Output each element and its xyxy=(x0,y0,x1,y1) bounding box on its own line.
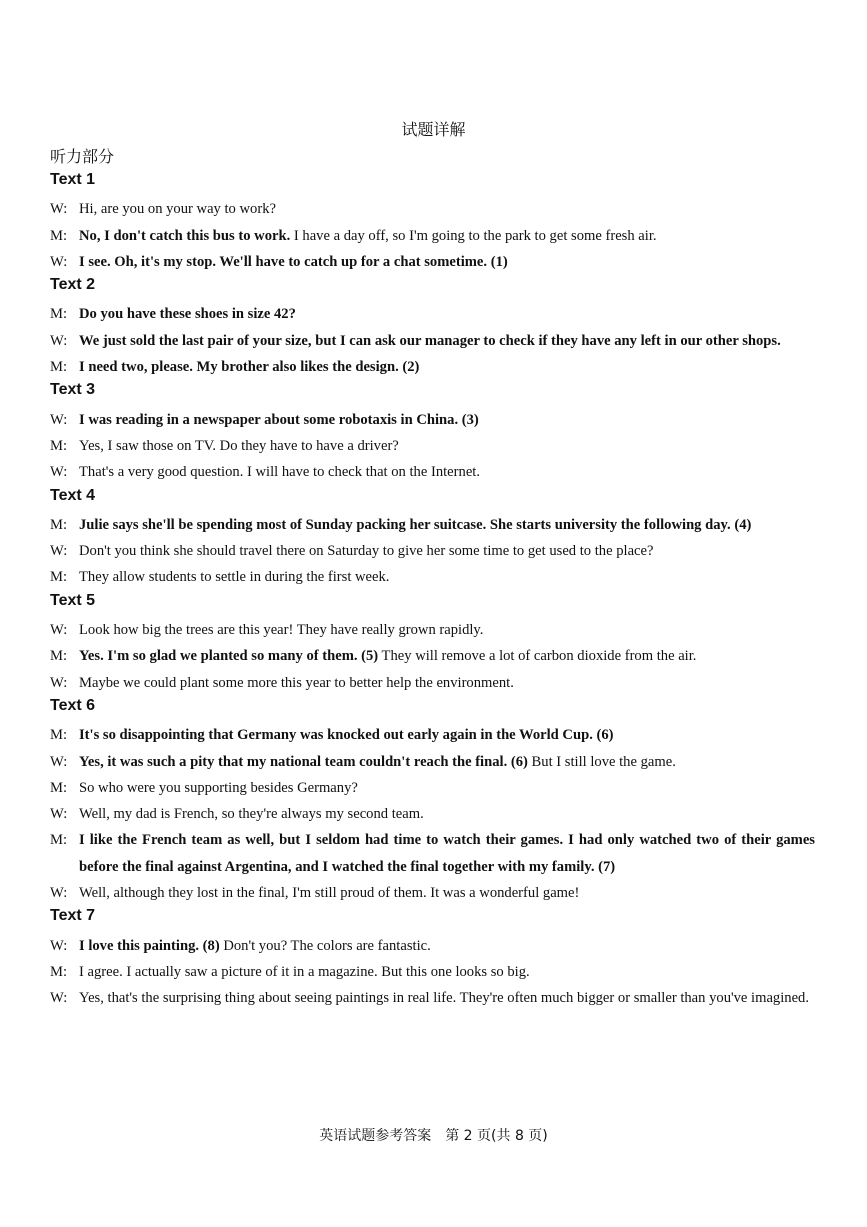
speech-text xyxy=(79,801,815,827)
answer-key-sentence: No, I don't catch this bus to work. xyxy=(79,227,291,244)
speaker-label: W: xyxy=(50,464,68,481)
speaker-label: M: xyxy=(50,359,68,376)
answer-key-sentence: Yes, it was such a pity that my national team couldn't reach the final. (6) xyxy=(79,753,528,770)
answer-key-sentence: I like the French team as well, but I seldom had time to watch their games. I had only watched two of their games before the final against Argentina, and I watched the final together with my family. (7) xyxy=(79,832,815,875)
text-heading: Text 5 xyxy=(50,591,96,609)
speech-text xyxy=(79,196,815,222)
speaker-label: M: xyxy=(50,963,68,980)
dialogue-line xyxy=(50,880,815,906)
answer-key-sentence: We just sold the last pair of your size, but I can ask our manager to check if they have any left in our other shops. xyxy=(79,332,781,349)
dialogue-content xyxy=(0,170,867,1012)
dialogue-line xyxy=(50,564,815,590)
answer-key-sentence: I need two, please. My brother also likes the design. (2) xyxy=(79,359,420,376)
text-heading: Text 1 xyxy=(50,171,96,188)
answer-key-sentence: Yes. I'm so glad we planted so many of them. (5) xyxy=(79,648,379,665)
speaker-label: W: xyxy=(50,411,68,428)
dialogue-line xyxy=(50,722,815,748)
dialogue-line xyxy=(50,433,815,459)
speech-text xyxy=(79,643,815,669)
speech-segment: Maybe we could plant some more this year to better help the environment. xyxy=(79,674,514,691)
dialogue-line xyxy=(50,775,815,801)
speaker-label: M: xyxy=(50,437,68,454)
speaker-label: M: xyxy=(50,516,68,533)
dialogue-line xyxy=(50,985,815,1011)
speech-text xyxy=(79,722,815,748)
answer-key-sentence: It's so disappointing that Germany was knocked out early again in the World Cup. (6) xyxy=(79,727,614,744)
dialogue-line xyxy=(50,617,815,643)
speech-segment: They allow students to settle in during the first week. xyxy=(79,569,390,586)
speech-text xyxy=(79,959,815,985)
speech-segment: But I still love the game. xyxy=(527,753,676,770)
speech-text xyxy=(79,933,815,959)
speech-segment: Hi, are you on your way to work? xyxy=(79,201,276,218)
speech-text xyxy=(79,512,815,538)
speech-segment: Well, my dad is French, so they're always my second team. xyxy=(79,806,424,823)
speech-segment: Look how big the trees are this year! They have really grown rapidly. xyxy=(79,622,484,639)
speech-segment: Don't you think she should travel there on Saturday to give her some time to get used to the place? xyxy=(79,543,654,560)
speech-text xyxy=(79,459,815,485)
dialogue-line xyxy=(50,512,815,538)
speech-text xyxy=(79,328,815,354)
dialogue-line xyxy=(50,827,815,880)
answer-key-sentence: Do you have these shoes in size 42? xyxy=(79,306,296,323)
dialogue-line xyxy=(50,670,815,696)
speech-segment: I have a day off, so I'm going to the park to get some fresh air. xyxy=(290,227,657,244)
speech-segment: That's a very good question. I will have to check that on the Internet. xyxy=(79,464,481,481)
speech-segment: Well, although they lost in the final, I'm still proud of them. It was a wonderful game! xyxy=(79,885,580,902)
speech-text xyxy=(79,354,815,380)
speaker-label: W: xyxy=(50,885,68,902)
page-footer: 英语试题参考答案 第 2 页(共 8 页) xyxy=(319,1128,548,1144)
speaker-label: M: xyxy=(50,727,68,744)
speech-text xyxy=(79,301,815,327)
speech-text xyxy=(79,407,815,433)
speech-text xyxy=(79,617,815,643)
text-heading: Text 7 xyxy=(50,907,96,925)
dialogue-line xyxy=(50,301,815,327)
dialogue-line xyxy=(50,459,815,485)
dialogue-line xyxy=(50,328,815,354)
speaker-label: M: xyxy=(50,569,68,586)
speaker-label: W: xyxy=(50,622,68,639)
speaker-label: M: xyxy=(50,648,68,665)
speech-segment: They will remove a lot of carbon dioxide from the air. xyxy=(378,648,697,665)
speech-text xyxy=(79,985,815,1011)
speaker-label: W: xyxy=(50,201,68,218)
speaker-label: W: xyxy=(50,543,68,560)
dialogue-line xyxy=(50,354,815,380)
speech-text xyxy=(79,749,815,775)
speaker-label: M: xyxy=(50,227,68,244)
speaker-label: W: xyxy=(50,674,68,691)
dialogue-line xyxy=(50,223,815,249)
dialogue-line xyxy=(50,801,815,827)
speaker-label: W: xyxy=(50,253,68,270)
answer-key-sentence: I was reading in a newspaper about some robotaxis in China. (3) xyxy=(79,411,479,428)
dialogue-line xyxy=(50,538,815,564)
text-heading: Text 6 xyxy=(50,696,96,714)
dialogue-line xyxy=(50,249,815,275)
speech-segment: Yes, that's the surprising thing about seeing paintings in real life. They're often much bigger or smaller than you've imagined. xyxy=(79,990,809,1007)
answer-key-sentence: Julie says she'll be spending most of Sunday packing her suitcase. She starts university the following day. (4) xyxy=(79,516,752,533)
speech-text xyxy=(79,249,815,275)
answer-key-sentence: I love this painting. (8) xyxy=(79,937,220,954)
speech-segment: Yes, I saw those on TV. Do they have to have a driver? xyxy=(79,437,399,454)
dialogue-line xyxy=(50,933,815,959)
text-heading: Text 3 xyxy=(50,381,96,399)
speaker-label: W: xyxy=(50,753,68,770)
speech-text xyxy=(79,775,815,801)
section-title: 听力部分 xyxy=(50,147,115,166)
speaker-label: M: xyxy=(50,306,68,323)
speech-segment: I agree. I actually saw a picture of it in a magazine. But this one looks so big. xyxy=(79,963,530,980)
dialogue-line xyxy=(50,643,815,669)
speech-text xyxy=(79,564,815,590)
dialogue-line xyxy=(50,749,815,775)
dialogue-line xyxy=(50,959,815,985)
answer-key-sentence: I see. Oh, it's my stop. We'll have to catch up for a chat sometime. (1) xyxy=(79,253,508,270)
speaker-label: M: xyxy=(50,779,68,796)
speech-text xyxy=(79,670,815,696)
speaker-label: W: xyxy=(50,937,68,954)
dialogue-line xyxy=(50,196,815,222)
speaker-label: W: xyxy=(50,990,68,1007)
text-heading: Text 2 xyxy=(50,276,96,294)
page-title: 试题详解 xyxy=(401,120,466,139)
speech-text xyxy=(79,880,815,906)
speaker-label: W: xyxy=(50,332,68,349)
speech-segment: So who were you supporting besides Germany? xyxy=(79,779,358,796)
dialogue-line xyxy=(50,407,815,433)
speaker-label: W: xyxy=(50,806,68,823)
speech-segment: Don't you? The colors are fantastic. xyxy=(219,937,431,954)
speaker-label: M: xyxy=(50,832,68,849)
text-heading: Text 4 xyxy=(50,486,96,504)
speech-text xyxy=(79,827,815,880)
speech-text xyxy=(79,433,815,459)
speech-text xyxy=(79,223,815,249)
speech-text xyxy=(79,538,815,564)
